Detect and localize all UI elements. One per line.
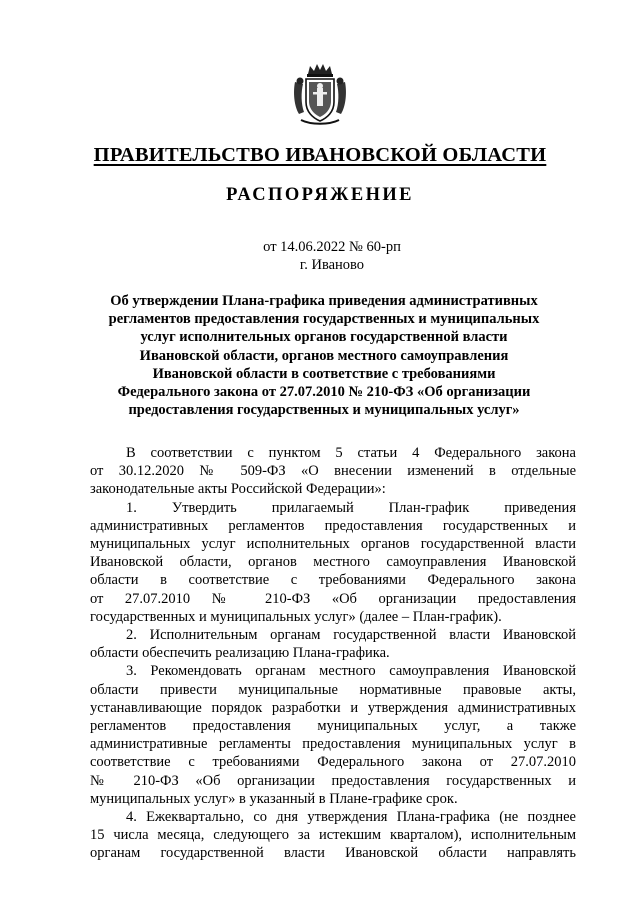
subject-line: Ивановской области в соответствие с требованиями bbox=[152, 365, 496, 382]
paragraph-item-2 bbox=[90, 626, 576, 662]
subject-line: Федерального закона от 27.07.2010 № 210-ФЗ «Об организации bbox=[117, 384, 531, 401]
subject-line: услуг исполнительных органов государственной власти bbox=[140, 329, 508, 346]
body-line: от 30.12.2020 № 509-ФЗ «О внесении изменений в отдельные bbox=[90, 463, 576, 480]
body-line: 1. Утвердить прилагаемый План-график приведения bbox=[126, 499, 576, 516]
body-line: области в соответствие с требованиями Федерального закона bbox=[90, 572, 576, 589]
body-line: области привести муниципальные нормативные правовые акты, bbox=[90, 681, 576, 698]
body-line: муниципальных услуг» в указанный в Плане-графике срок. bbox=[90, 790, 458, 807]
document-date-number: от 14.06.2022 № 60-рп bbox=[263, 239, 401, 255]
body-line: административных регламентов предоставления государственных и bbox=[90, 517, 576, 534]
organization-title: ПРАВИТЕЛЬСТВО ИВАНОВСКОЙ ОБЛАСТИ bbox=[93, 144, 547, 166]
body-line: регламентов предоставления муниципальных услуг, а также bbox=[90, 718, 576, 735]
body-line: 15 числа месяца, следующего за истекшим кварталом), исполнительным bbox=[90, 827, 576, 844]
subject-line: предоставления государственных и муниципальных услуг» bbox=[128, 402, 520, 419]
body-line: 3. Рекомендовать органам местного самоуправления Ивановской bbox=[126, 663, 576, 680]
body-line: законодательные акты Российской Федерации»: bbox=[90, 481, 386, 498]
body-line: № 210-ФЗ «Об организации предоставления государственных и bbox=[90, 772, 576, 789]
body-line: государственных и муниципальных услуг» (далее – План-график). bbox=[90, 608, 502, 625]
ivanovo-coat-of-arms-icon bbox=[291, 62, 349, 128]
document-type: РАСПОРЯЖЕНИЕ bbox=[226, 185, 414, 205]
body-line: административные регламенты предоставления муниципальных услуг в bbox=[90, 736, 576, 753]
body-line: 2. Исполнительным органам государственной власти Ивановской bbox=[126, 627, 576, 644]
subject-line: Об утверждении Плана-графика приведения административных bbox=[110, 293, 538, 309]
subject-line: Ивановской области, органов местного самоуправления bbox=[139, 347, 509, 364]
body-line: 4. Ежеквартально, со дня утверждения Плана-графика (не позднее bbox=[126, 809, 576, 826]
paragraph-item-1 bbox=[90, 499, 576, 626]
body-line: В соответствии с пунктом 5 статьи 4 Федерального закона bbox=[126, 445, 576, 461]
body-line: соответствие с требованиями Федерального закона от 27.07.2010 bbox=[90, 754, 576, 771]
paragraph-item-3 bbox=[90, 662, 576, 808]
body-line: органам государственной власти Ивановской области направлять bbox=[90, 845, 576, 862]
body-line: области обеспечить реализацию Плана-графика. bbox=[90, 645, 390, 662]
body-line: от 27.07.2010 № 210-ФЗ «Об организации предоставления bbox=[90, 590, 576, 607]
body-line: муниципальных услуг исполнительных органов государственной власти bbox=[90, 536, 576, 553]
body-line: Ивановской области, органов местного самоуправления Ивановской bbox=[90, 554, 576, 571]
subject-line: регламентов предоставления государственных и муниципальных bbox=[108, 311, 540, 328]
body-line: устанавливающие порядок разработки и утверждения административных bbox=[90, 699, 576, 716]
paragraph-item-4 bbox=[90, 808, 576, 863]
document-city: г. Иваново bbox=[299, 257, 365, 273]
document-subject bbox=[90, 292, 558, 419]
document-body bbox=[90, 444, 576, 863]
paragraph-preamble bbox=[90, 444, 576, 499]
